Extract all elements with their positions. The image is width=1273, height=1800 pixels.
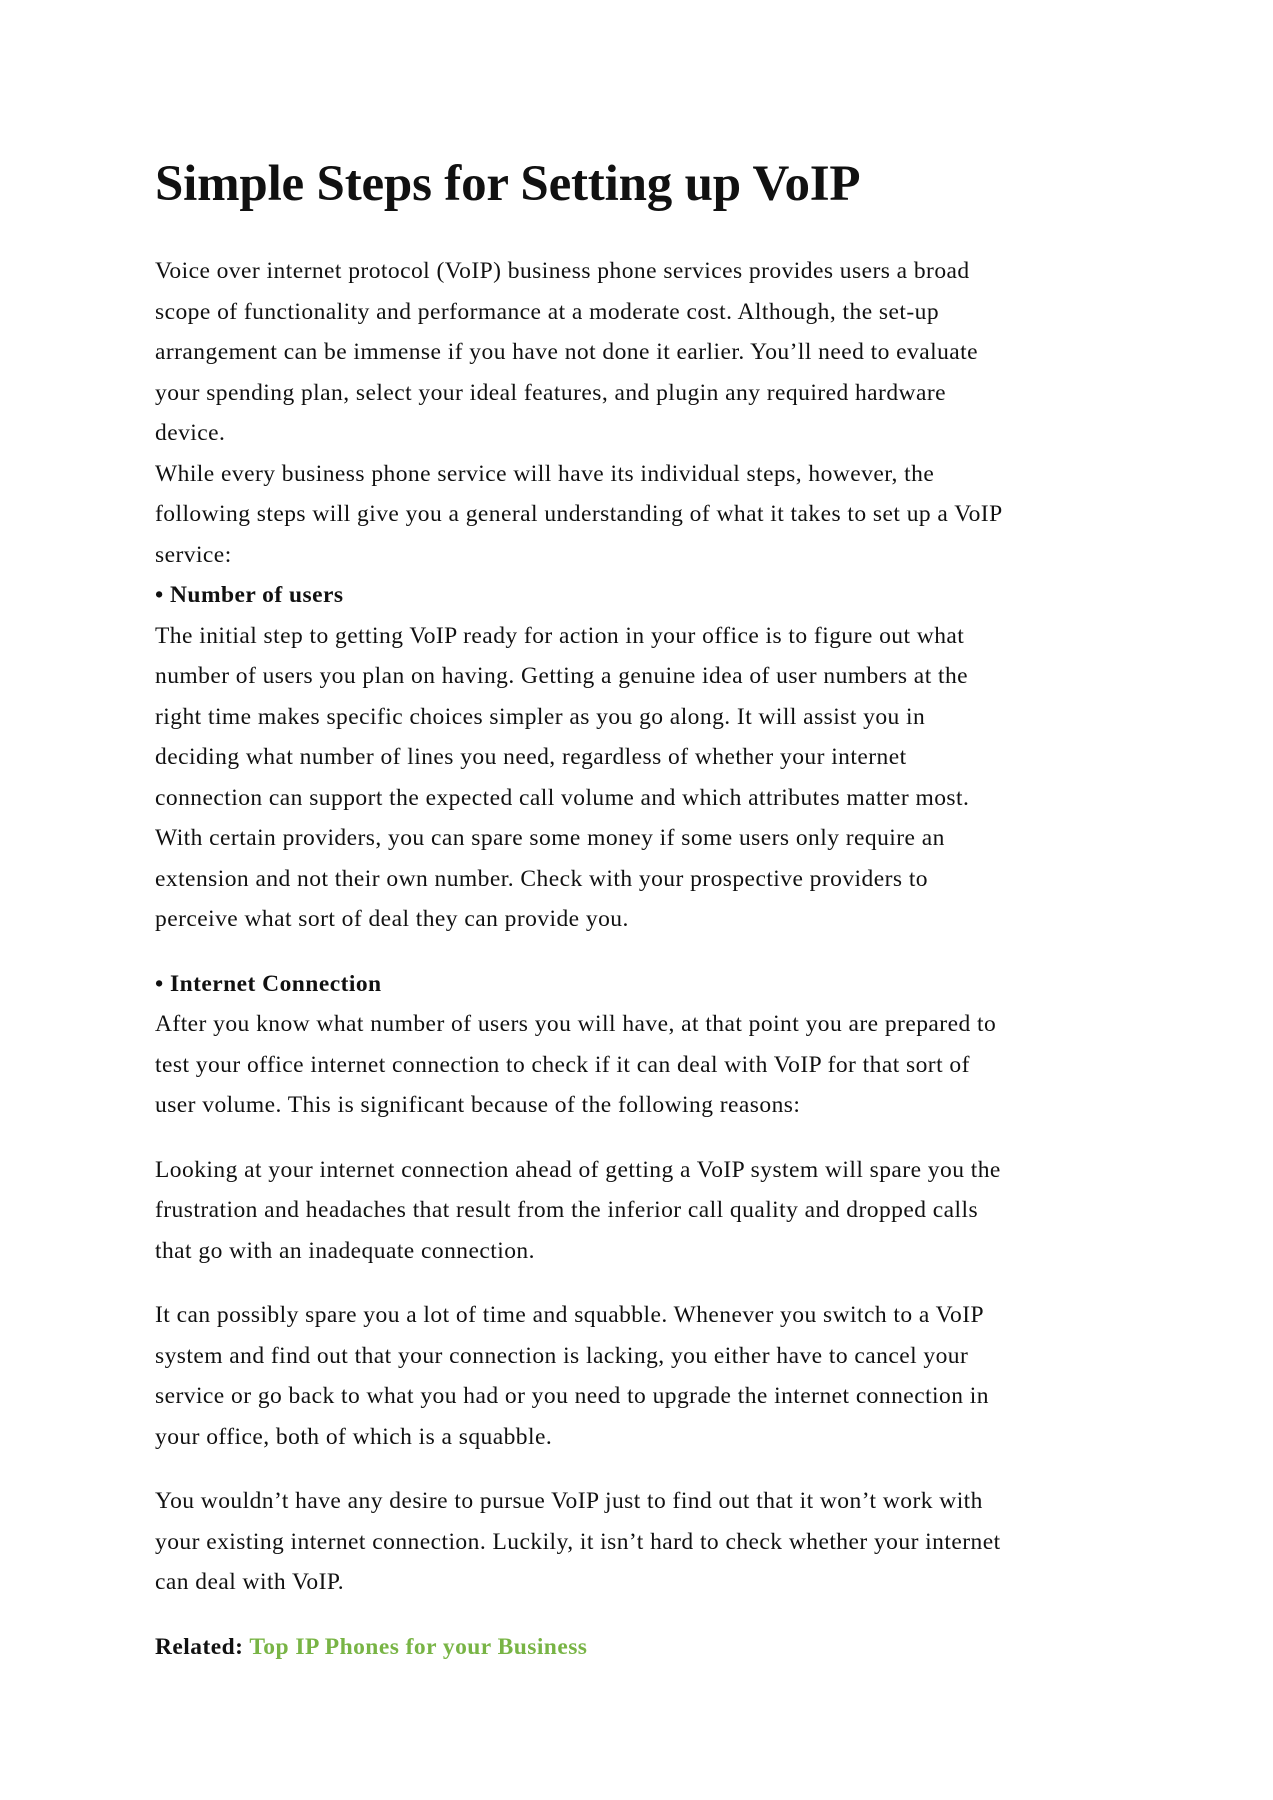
paragraph xyxy=(155,1295,1155,1457)
paragraph xyxy=(155,616,1155,940)
text-line: test your office internet connection to check if it can deal with VoIP for that sort of xyxy=(155,1051,970,1078)
related-line xyxy=(155,1627,1155,1668)
text-line: system and find out that your connection is lacking, you either have to cancel your xyxy=(155,1342,969,1369)
text-line: number of users you plan on having. Getting a genuine idea of user numbers at the xyxy=(155,663,969,689)
text-line: can deal with VoIP. xyxy=(155,1569,345,1595)
text-line: right time makes specific choices simpler as you go along. It will assist you in xyxy=(155,703,926,730)
related-label: Related: xyxy=(155,1633,250,1660)
article-body xyxy=(155,251,1155,1667)
text-line: Voice over internet protocol (VoIP) business phone services provides users a broad xyxy=(155,258,970,284)
text-line: With certain providers, you can spare some money if some users only require an xyxy=(155,825,945,851)
text-line: • Number of users xyxy=(155,582,344,608)
paragraph xyxy=(155,454,1155,576)
section-heading xyxy=(155,575,1155,616)
paragraph xyxy=(155,251,1155,454)
text-line: The initial step to getting VoIP ready for action in your office is to figure out what xyxy=(155,622,965,649)
page-title: Simple Steps for Setting up VoIP xyxy=(155,156,861,212)
section-heading xyxy=(155,964,1155,1005)
text-line: that go with an inadequate connection. xyxy=(155,1237,535,1264)
text-line: connection can support the expected call volume and which attributes matter most. xyxy=(155,784,970,811)
text-line: device. xyxy=(155,420,226,446)
text-line: It can possibly spare you a lot of time and squabble. Whenever you switch to a VoIP xyxy=(155,1302,985,1328)
text-line: following steps will give you a general understanding of what it takes to set up a VoIP xyxy=(155,501,1003,527)
text-line: extension and not their own number. Check with your prospective providers to xyxy=(155,865,928,892)
paragraph xyxy=(155,1150,1155,1272)
text-line: your spending plan, select your ideal features, and plugin any required hardware xyxy=(155,379,946,406)
text-line: service: xyxy=(155,541,232,568)
text-line: your office, both of which is a squabble. xyxy=(155,1423,553,1450)
related-section xyxy=(155,1627,1155,1668)
text-line: • Internet Connection xyxy=(155,970,382,997)
text-line: scope of functionality and performance at a moderate cost. Although, the set-up xyxy=(155,298,940,325)
text-line: perceive what sort of deal they can provide you. xyxy=(155,906,629,932)
text-line: frustration and headaches that result from the inferior call quality and dropped calls xyxy=(155,1197,979,1223)
text-line: You wouldn’t have any desire to pursue VoIP just to find out that it won’t work with xyxy=(155,1488,983,1514)
text-line: deciding what number of lines you need, regardless of whether your internet xyxy=(155,744,907,770)
text-line: While every business phone service will have its individual steps, however, the xyxy=(155,460,935,487)
paragraph xyxy=(155,1481,1155,1603)
text-line: your existing internet connection. Luckily, it isn’t hard to check whether your internet xyxy=(155,1528,1001,1555)
text-line: arrangement can be immense if you have not done it earlier. You’ll need to evaluate xyxy=(155,339,979,365)
text-line: Looking at your internet connection ahead of getting a VoIP system will spare you the xyxy=(155,1156,1001,1183)
text-line: After you know what number of users you will have, at that point you are prepared to xyxy=(155,1011,997,1037)
text-line: service or go back to what you had or you need to upgrade the internet connection in xyxy=(155,1383,989,1409)
text-line: user volume. This is significant because of the following reasons: xyxy=(155,1092,801,1118)
paragraph xyxy=(155,1004,1155,1126)
related-link[interactable]: Top IP Phones for your Business xyxy=(249,1633,588,1660)
